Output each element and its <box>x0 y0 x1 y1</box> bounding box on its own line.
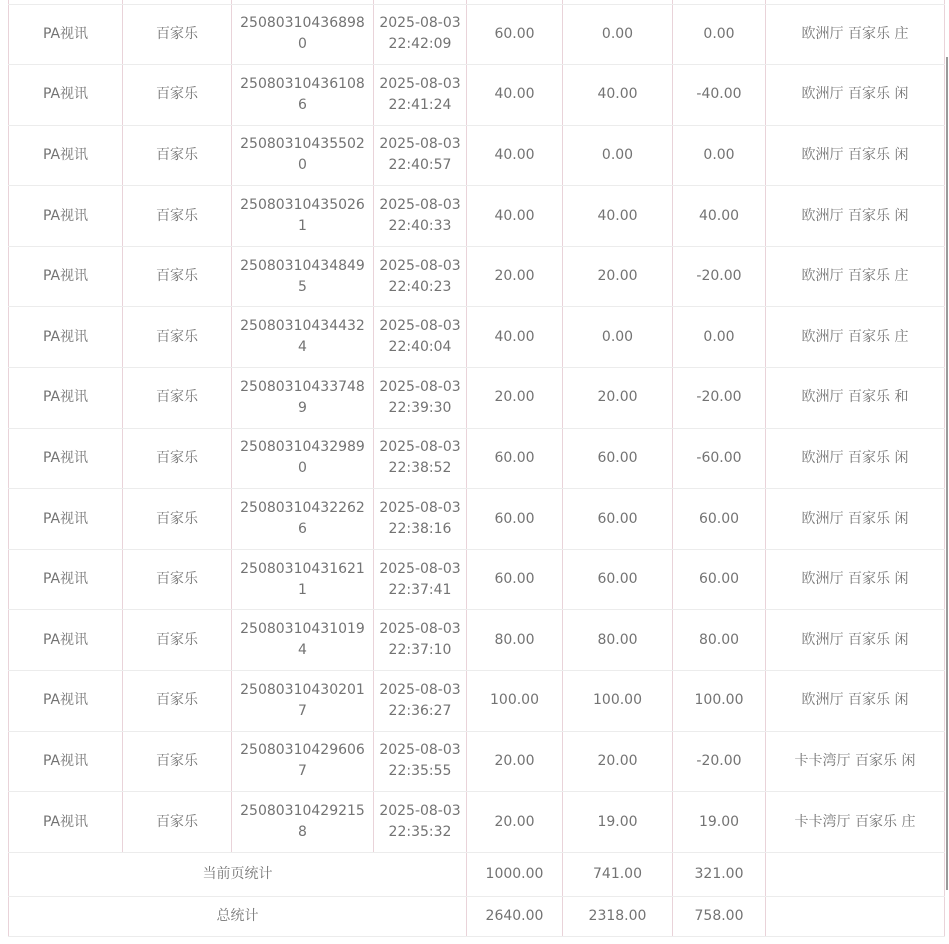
total-summary-row <box>9 896 945 936</box>
table-row <box>9 246 945 307</box>
page-summary-row <box>9 852 945 896</box>
detail-cell: 卡卡湾厅 百家乐 闲 <box>766 731 945 792</box>
platform-cell: PA视讯 <box>9 428 123 489</box>
table-row <box>9 489 945 550</box>
detail-cell: 欧洲厅 百家乐 闲 <box>766 428 945 489</box>
valid-amount-cell: 40.00 <box>563 65 673 126</box>
valid-amount-cell: 100.00 <box>563 671 673 732</box>
table-row <box>9 368 945 429</box>
bet-records-table <box>8 0 945 937</box>
bet-time-cell: 2025-08-03 22:42:09 <box>374 4 467 65</box>
valid-amount-cell: 60.00 <box>563 489 673 550</box>
game-cell: 百家乐 <box>123 671 232 732</box>
table-row <box>9 186 945 247</box>
win-loss-cell: 60.00 <box>673 489 766 550</box>
game-cell: 百家乐 <box>123 65 232 126</box>
platform-cell: PA视讯 <box>9 246 123 307</box>
bet-time-cell: 2025-08-03 22:41:24 <box>374 65 467 126</box>
win-loss-cell: 0.00 <box>673 307 766 368</box>
platform-cell: PA视讯 <box>9 307 123 368</box>
game-cell: 百家乐 <box>123 307 232 368</box>
valid-amount-cell: 20.00 <box>563 731 673 792</box>
bet-amount-cell: 40.00 <box>467 307 563 368</box>
table-row <box>9 792 945 853</box>
game-cell: 百家乐 <box>123 489 232 550</box>
total-summary-valid-amount: 2318.00 <box>563 896 673 936</box>
bet-amount-cell: 20.00 <box>467 731 563 792</box>
page-summary-valid-amount: 741.00 <box>563 852 673 896</box>
platform-cell: PA视讯 <box>9 671 123 732</box>
bet-amount-cell: 60.00 <box>467 549 563 610</box>
platform-cell: PA视讯 <box>9 4 123 65</box>
game-cell: 百家乐 <box>123 610 232 671</box>
game-cell: 百家乐 <box>123 549 232 610</box>
detail-cell: 欧洲厅 百家乐 闲 <box>766 65 945 126</box>
order-no-cell: 250803104337489 <box>232 368 374 429</box>
win-loss-cell: -20.00 <box>673 731 766 792</box>
bet-time-cell: 2025-08-03 22:35:32 <box>374 792 467 853</box>
game-cell: 百家乐 <box>123 368 232 429</box>
platform-cell: PA视讯 <box>9 186 123 247</box>
win-loss-cell: 0.00 <box>673 125 766 186</box>
detail-cell: 欧洲厅 百家乐 闲 <box>766 489 945 550</box>
bet-time-cell: 2025-08-03 22:37:10 <box>374 610 467 671</box>
detail-cell: 欧洲厅 百家乐 庄 <box>766 4 945 65</box>
vertical-scrollbar-thumb[interactable] <box>946 57 948 890</box>
table-row <box>9 731 945 792</box>
game-cell: 百家乐 <box>123 792 232 853</box>
bet-amount-cell: 60.00 <box>467 489 563 550</box>
win-loss-cell: 80.00 <box>673 610 766 671</box>
detail-cell: 卡卡湾厅 百家乐 庄 <box>766 792 945 853</box>
order-no-cell: 250803104350261 <box>232 186 374 247</box>
game-cell: 百家乐 <box>123 125 232 186</box>
bet-time-cell: 2025-08-03 22:36:27 <box>374 671 467 732</box>
page-summary-win-loss: 321.00 <box>673 852 766 896</box>
bet-time-cell: 2025-08-03 22:35:55 <box>374 731 467 792</box>
bet-time-cell: 2025-08-03 22:40:23 <box>374 246 467 307</box>
order-no-cell: 250803104316211 <box>232 549 374 610</box>
page-summary-bet-amount: 1000.00 <box>467 852 563 896</box>
bet-time-cell: 2025-08-03 22:40:57 <box>374 125 467 186</box>
detail-cell: 欧洲厅 百家乐 闲 <box>766 610 945 671</box>
bet-amount-cell: 20.00 <box>467 368 563 429</box>
order-no-cell: 250803104292158 <box>232 792 374 853</box>
platform-cell: PA视讯 <box>9 731 123 792</box>
page-summary-label: 当前页统计 <box>9 852 467 896</box>
bet-amount-cell: 40.00 <box>467 186 563 247</box>
valid-amount-cell: 80.00 <box>563 610 673 671</box>
detail-cell: 欧洲厅 百家乐 闲 <box>766 125 945 186</box>
table-row <box>9 125 945 186</box>
win-loss-cell: -20.00 <box>673 246 766 307</box>
order-no-cell: 250803104368980 <box>232 4 374 65</box>
table-row <box>9 549 945 610</box>
valid-amount-cell: 60.00 <box>563 428 673 489</box>
table-row <box>9 4 945 65</box>
order-no-cell: 250803104361086 <box>232 65 374 126</box>
total-summary-win-loss: 758.00 <box>673 896 766 936</box>
valid-amount-cell: 0.00 <box>563 4 673 65</box>
detail-cell: 欧洲厅 百家乐 和 <box>766 368 945 429</box>
bet-amount-cell: 20.00 <box>467 792 563 853</box>
bet-amount-cell: 100.00 <box>467 671 563 732</box>
total-summary-detail-cell <box>766 896 945 936</box>
bet-amount-cell: 60.00 <box>467 4 563 65</box>
order-no-cell: 250803104348495 <box>232 246 374 307</box>
order-no-cell: 250803104302017 <box>232 671 374 732</box>
valid-amount-cell: 0.00 <box>563 307 673 368</box>
bet-amount-cell: 60.00 <box>467 428 563 489</box>
order-no-cell: 250803104344324 <box>232 307 374 368</box>
order-no-cell: 250803104296067 <box>232 731 374 792</box>
order-no-cell: 250803104310194 <box>232 610 374 671</box>
bet-time-cell: 2025-08-03 22:40:33 <box>374 186 467 247</box>
game-cell: 百家乐 <box>123 731 232 792</box>
detail-cell: 欧洲厅 百家乐 闲 <box>766 186 945 247</box>
win-loss-cell: -40.00 <box>673 65 766 126</box>
bet-time-cell: 2025-08-03 22:38:52 <box>374 428 467 489</box>
table-row <box>9 671 945 732</box>
bet-amount-cell: 20.00 <box>467 246 563 307</box>
valid-amount-cell: 20.00 <box>563 368 673 429</box>
table-row <box>9 65 945 126</box>
platform-cell: PA视讯 <box>9 792 123 853</box>
table-row <box>9 610 945 671</box>
bet-time-cell: 2025-08-03 22:39:30 <box>374 368 467 429</box>
game-cell: 百家乐 <box>123 186 232 247</box>
win-loss-cell: -60.00 <box>673 428 766 489</box>
total-summary-label: 总统计 <box>9 896 467 936</box>
bet-amount-cell: 40.00 <box>467 125 563 186</box>
win-loss-cell: 60.00 <box>673 549 766 610</box>
valid-amount-cell: 0.00 <box>563 125 673 186</box>
platform-cell: PA视讯 <box>9 125 123 186</box>
detail-cell: 欧洲厅 百家乐 庄 <box>766 307 945 368</box>
win-loss-cell: 19.00 <box>673 792 766 853</box>
detail-cell: 欧洲厅 百家乐 庄 <box>766 246 945 307</box>
platform-cell: PA视讯 <box>9 65 123 126</box>
page-summary-detail-cell <box>766 852 945 896</box>
order-no-cell: 250803104329890 <box>232 428 374 489</box>
bet-time-cell: 2025-08-03 22:40:04 <box>374 307 467 368</box>
win-loss-cell: -20.00 <box>673 368 766 429</box>
total-summary-bet-amount: 2640.00 <box>467 896 563 936</box>
bet-time-cell: 2025-08-03 22:38:16 <box>374 489 467 550</box>
win-loss-cell: 100.00 <box>673 671 766 732</box>
order-no-cell: 250803104322626 <box>232 489 374 550</box>
bet-amount-cell: 80.00 <box>467 610 563 671</box>
detail-cell: 欧洲厅 百家乐 闲 <box>766 549 945 610</box>
game-cell: 百家乐 <box>123 246 232 307</box>
detail-cell: 欧洲厅 百家乐 闲 <box>766 671 945 732</box>
win-loss-cell: 40.00 <box>673 186 766 247</box>
bet-time-cell: 2025-08-03 22:37:41 <box>374 549 467 610</box>
valid-amount-cell: 40.00 <box>563 186 673 247</box>
platform-cell: PA视讯 <box>9 489 123 550</box>
game-cell: 百家乐 <box>123 428 232 489</box>
platform-cell: PA视讯 <box>9 368 123 429</box>
table-row <box>9 307 945 368</box>
valid-amount-cell: 60.00 <box>563 549 673 610</box>
platform-cell: PA视讯 <box>9 549 123 610</box>
valid-amount-cell: 20.00 <box>563 246 673 307</box>
bet-amount-cell: 40.00 <box>467 65 563 126</box>
order-no-cell: 250803104355020 <box>232 125 374 186</box>
bet-records-table-viewport <box>8 0 945 937</box>
platform-cell: PA视讯 <box>9 610 123 671</box>
valid-amount-cell: 19.00 <box>563 792 673 853</box>
game-cell: 百家乐 <box>123 4 232 65</box>
win-loss-cell: 0.00 <box>673 4 766 65</box>
table-row <box>9 428 945 489</box>
